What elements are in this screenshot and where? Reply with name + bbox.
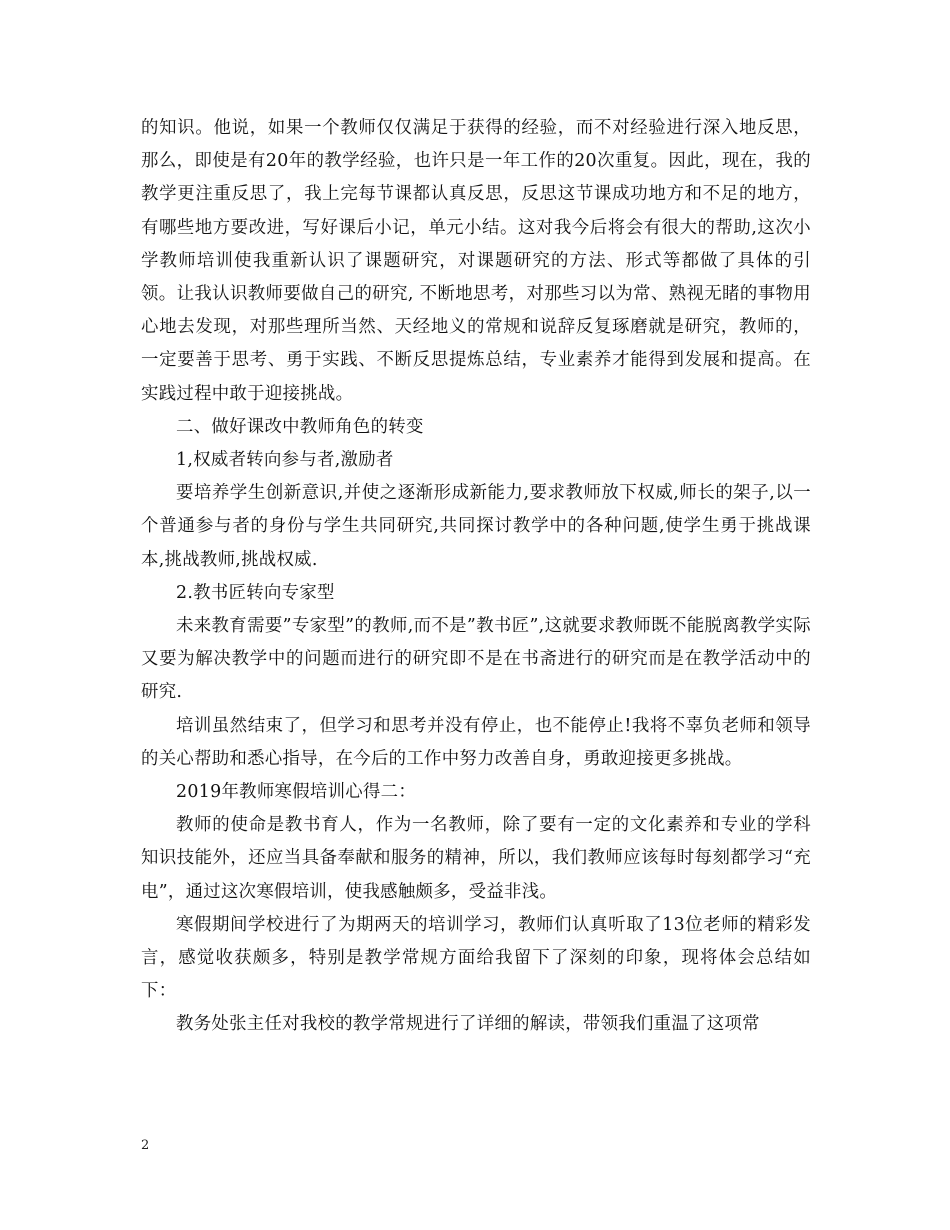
paragraph-winter-training: 寒假期间学校进行了为期两天的培训学习，教师们认真听取了13位老师的精彩发言，感觉收获颇多，特别是教学常规方面给我留下了深刻的印象，现将体会总结如下： — [141, 914, 811, 1002]
paragraph-innovation: 要培养学生创新意识,并使之逐渐形成新能力,要求教师放下权威,师长的架子,以一个普通参与者的身份与学生共同研究,共同探讨教学中的各种问题,使学生勇于挑战课本,挑战教师,挑战权威. — [141, 483, 811, 570]
document-body — [141, 112, 811, 1042]
page-number: 2 — [141, 1138, 150, 1153]
subheading-expert-teacher: 2.教书匠转向专家型 — [176, 582, 335, 603]
paragraph-training-ended: 培训虽然结束了，但学习和思考并没有停止，也不能停止!我将不辜负老师和领导的关心帮助和悉心指导，在今后的工作中努力改善自身，勇敢迎接更多挑战。 — [141, 715, 811, 769]
section-title-part-two: 2019年教师寒假培训心得二： — [176, 782, 417, 803]
paragraph-continuation: 的知识。他说，如果一个教师仅仅满足于获得的经验，而不对经验进行深入地反思，那么，即使是有20年的教学经验，也许只是一年工作的20次重复。因此，现在，我的教学更注重反思了，我上完每节课都认真反思，反思这节课成功地方和不足的地方，有哪些地方要改进，写好课后小记，单元小结。这对我今后将会有很大的帮助,这次小学教师培训使我重新认识了课题研究，对课题研究的方法、形式等都做了具体的引领。让我认识教师要做自己的研究, 不断地思考，对那些习以为常、熟视无睹的事物用心地去发现，对那些理所当然、天经地义的常规和说辞反复琢磨就是研究，教师的，一定要善于思考、勇于实践、不断反思提炼总结，专业素养才能得到发展和提高。在实践过程中敢于迎接挑战。 — [141, 118, 811, 404]
paragraph-teaching-routine: 教务处张主任对我校的教学常规进行了详细的解读，带领我们重温了这项常 — [176, 1014, 760, 1035]
subheading-authority-to-participant: 1,权威者转向参与者,激励者 — [176, 450, 394, 471]
section-heading-role-change: 二、做好课改中教师角色的转变 — [176, 416, 424, 437]
paragraph-teacher-mission: 教师的使命是教书育人，作为一名教师，除了要有一定的文化素养和专业的学科知识技能外，还应当具备奉献和服务的精神，所以，我们教师应该每时每刻都学习“充电”，通过这次寒假培训，使我感触颇多，受益非浅。 — [141, 815, 811, 902]
paragraph-expert-teacher: 未来教育需要”专家型”的教师,而不是”教书匠”,这就要求教师既不能脱离教学实际又要为解决教学中的问题而进行的研究即不是在书斋进行的研究而是在教学活动中的研究. — [141, 616, 811, 703]
